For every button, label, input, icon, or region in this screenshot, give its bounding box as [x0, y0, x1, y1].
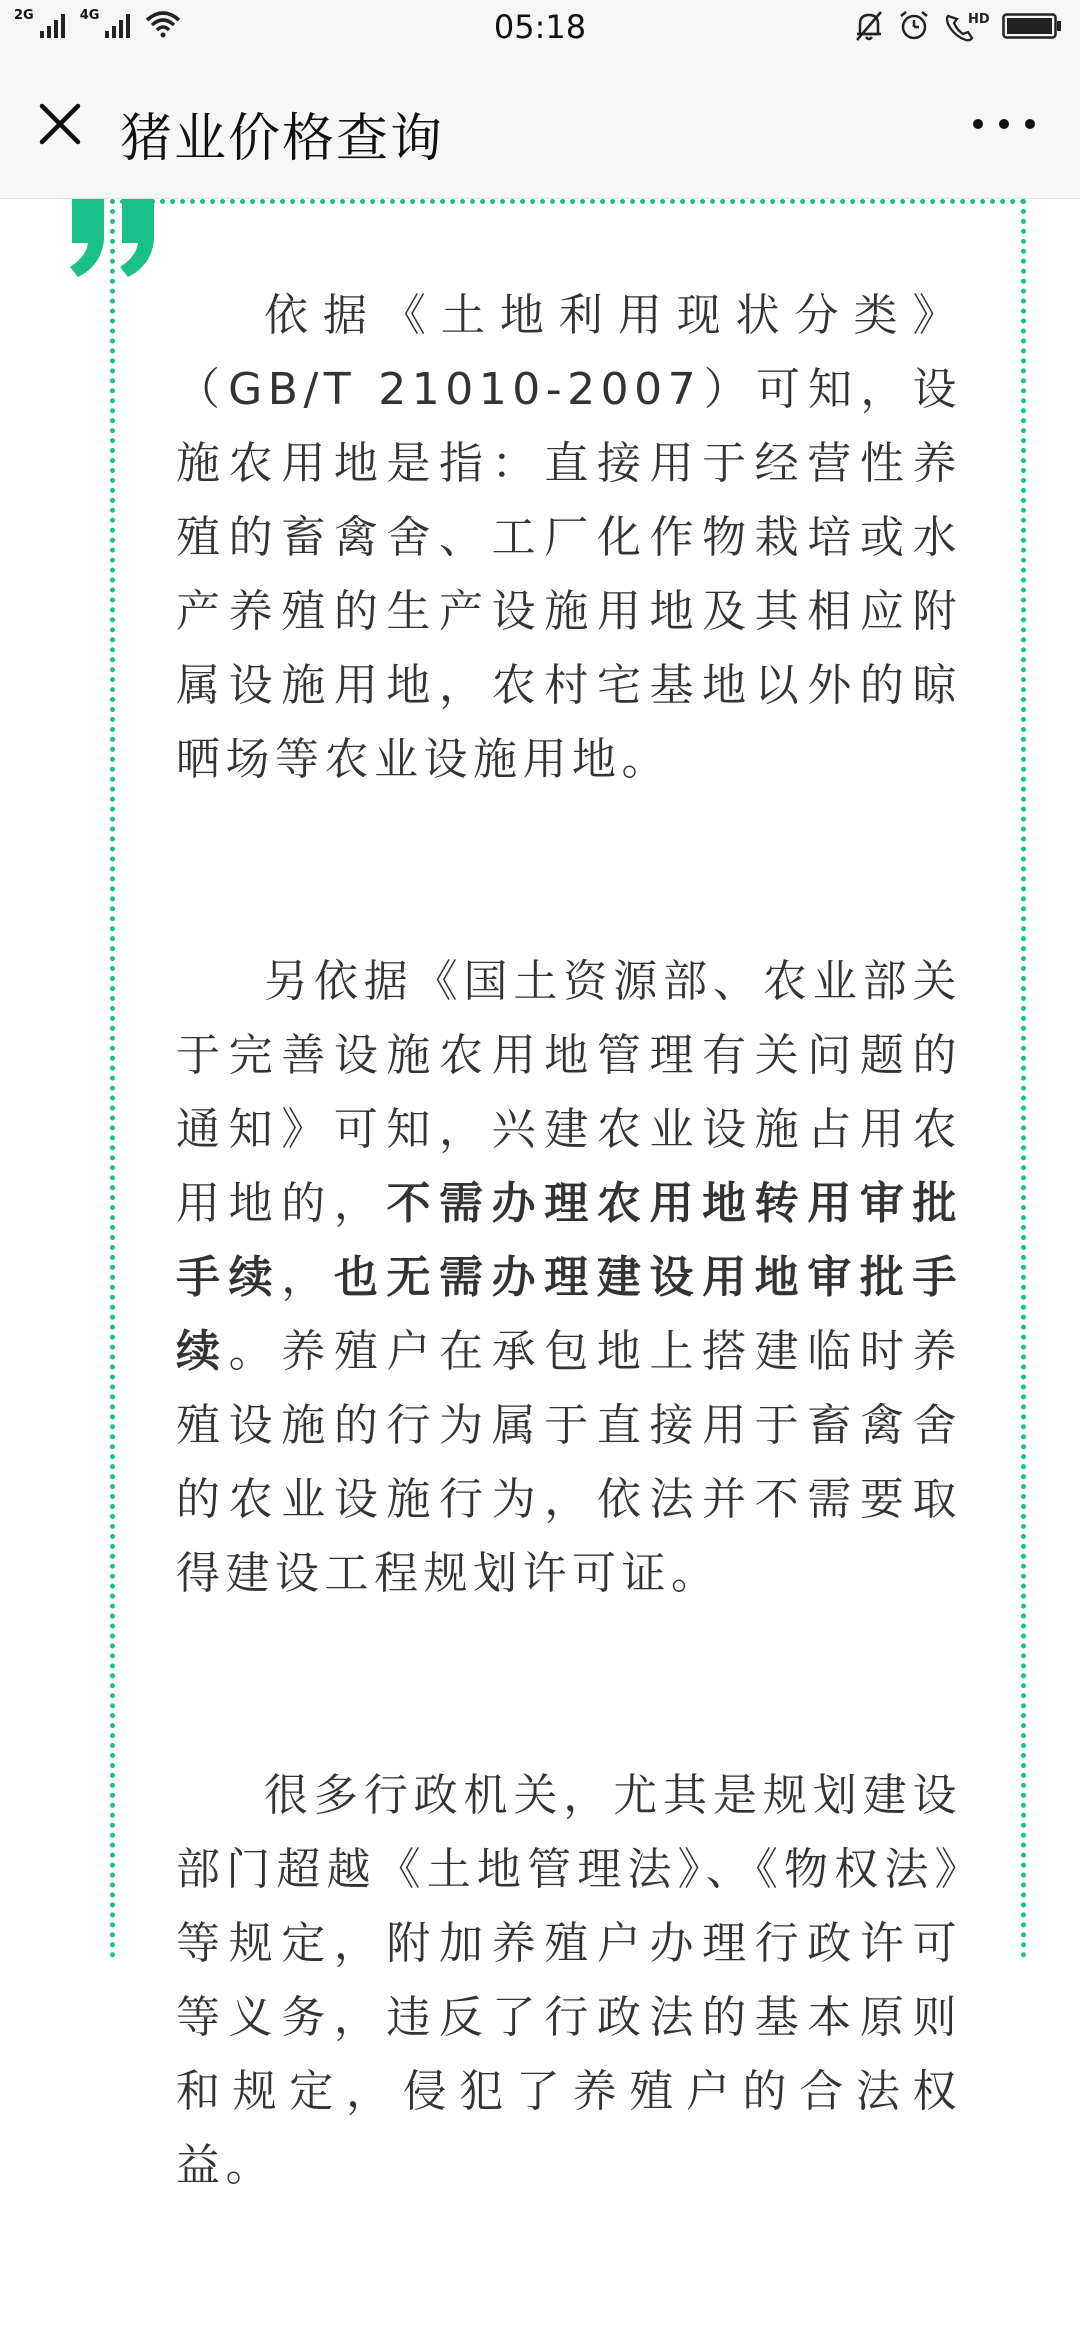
- status-right-icons: [854, 10, 1062, 42]
- more-icon[interactable]: [968, 112, 1040, 136]
- paragraph-text: 。养殖户在承包地上搭建临时养殖设施的行为属于直接用于畜禽舍的农业设施行为，依法并不需要取得建设工程规划许可证。: [176, 1326, 963, 1599]
- paragraph-text: 很多行政机关，尤其是规划建设部门超越《土地管理法》、《物权法》等规定，附加养殖户办理行政许可等义务，违反了行政法的基本原则和规定，侵犯了养殖户的合法权益。: [176, 1770, 962, 2191]
- article-paragraph: [176, 1759, 962, 2203]
- title-bar: [0, 60, 1080, 199]
- hd-call-icon: [944, 10, 988, 42]
- bell-off-icon: [854, 10, 884, 42]
- article-paragraph: [176, 279, 962, 797]
- network-label-1: 2G: [14, 8, 34, 23]
- article-paragraph: [176, 945, 962, 1611]
- network-label-2: 4G: [79, 8, 100, 23]
- page-title: 猪业价格查询: [120, 109, 445, 169]
- battery-icon: [1002, 13, 1062, 39]
- quote-mark-icon: [64, 199, 164, 277]
- paragraph-text: 另依据《国土资源部、农业部关于完善设施农用地管理有关问题的通知》可知，兴建农业设施占用农用地的，: [176, 956, 962, 1229]
- status-time: 05:18: [493, 8, 587, 46]
- bold-text: 不需办理农用地转用审批手续: [176, 1178, 963, 1303]
- svg-text:HD: HD: [968, 12, 990, 27]
- bold-text: 也无需办理建设用地审批手续: [176, 1252, 963, 1377]
- article-content[interactable]: [0, 199, 1080, 2191]
- status-bar: [0, 0, 1080, 60]
- paragraph-text: 依据《土地利用现状分类》（GB/T 21010-2007）可知，设施农用地是指：直接用于经营性养殖的畜禽舍、工厂化作物栽培或水产养殖的生产设施用地及其相应附属设施用地，农村宅基地以外的晾晒场等农业设施用地。: [176, 290, 962, 785]
- paragraph-text: ，: [281, 1252, 334, 1303]
- close-icon[interactable]: [36, 100, 84, 148]
- alarm-icon: [898, 10, 930, 42]
- article-body: [176, 279, 962, 2351]
